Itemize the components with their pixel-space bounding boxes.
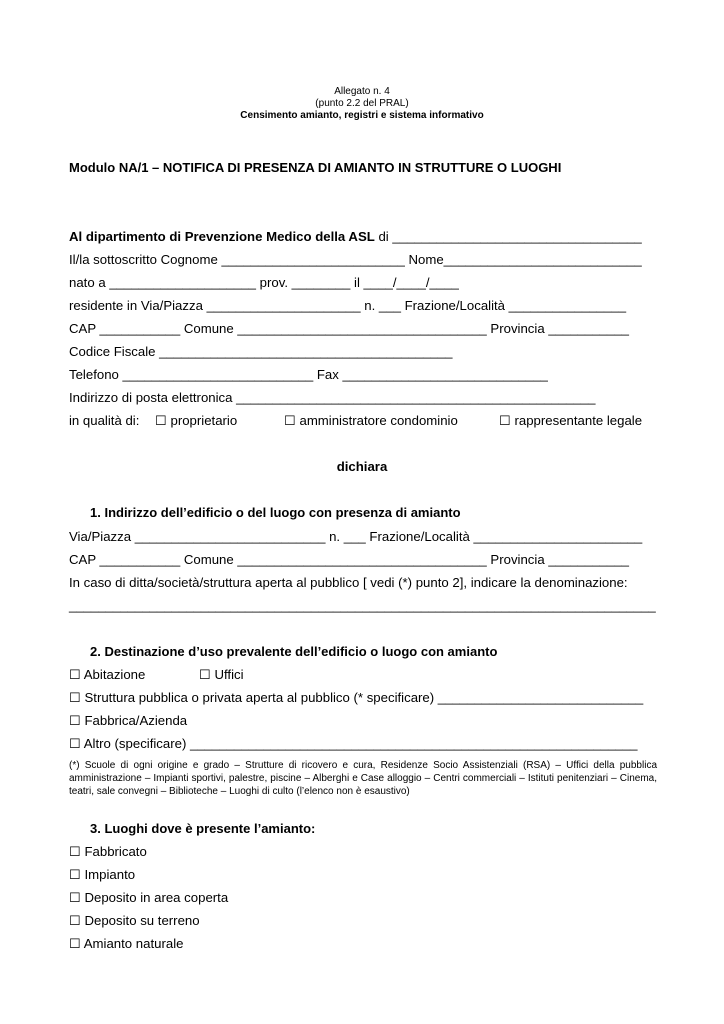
section1-cap-field[interactable]: CAP ___________ Comune __________________________________ Provincia ___________ bbox=[69, 552, 629, 567]
dichiara-heading: dichiara bbox=[336, 459, 388, 474]
section1-via-field[interactable]: Via/Piazza __________________________ n. ___ Frazione/Località _______________________ bbox=[69, 529, 643, 544]
cognome-nome-field[interactable]: Il/la sottoscritto Cognome _________________________ Nome___________________________ bbox=[69, 252, 642, 267]
codice-fiscale-field[interactable]: Codice Fiscale ________________________________________ bbox=[69, 344, 453, 359]
asl-field[interactable]: di __________________________________ bbox=[374, 229, 642, 244]
section3-heading: 3. Luoghi dove è presente l’amianto: bbox=[90, 821, 316, 836]
residenza-field[interactable]: residente in Via/Piazza _____________________ n. ___ Frazione/Località ________________ bbox=[69, 298, 627, 313]
section1-ditta-label: In caso di ditta/società/struttura aperta al pubblico [ vedi (*) punto 2], indicare la denominazione: bbox=[69, 575, 628, 590]
qualita-rappresentante-checkbox[interactable]: ☐ rappresentante legale bbox=[499, 413, 643, 428]
header-allegato: Allegato n. 4 bbox=[334, 86, 390, 97]
fabbricato-checkbox[interactable]: ☐ Fabbricato bbox=[69, 844, 147, 859]
struttura-checkbox[interactable]: ☐ Struttura pubblica o privata aperta al pubblico (* specificare) ____________________________ bbox=[69, 690, 644, 705]
section1-denominazione-field[interactable]: ________________________________________________________________________________ bbox=[69, 598, 656, 613]
amianto-naturale-checkbox[interactable]: ☐ Amianto naturale bbox=[69, 936, 184, 951]
deposito-terreno-checkbox[interactable]: ☐ Deposito su terreno bbox=[69, 913, 200, 928]
cap-comune-field[interactable]: CAP ___________ Comune __________________________________ Provincia ___________ bbox=[69, 321, 629, 336]
deposito-coperta-checkbox[interactable]: ☐ Deposito in area coperta bbox=[69, 890, 229, 905]
impianto-checkbox[interactable]: ☐ Impianto bbox=[69, 867, 136, 882]
qualita-proprietario-checkbox[interactable]: ☐ proprietario bbox=[155, 413, 238, 428]
header-punto: (punto 2.2 del PRAL) bbox=[315, 98, 409, 109]
qualita-label: in qualità di: bbox=[69, 413, 140, 428]
telefono-fax-field[interactable]: Telefono __________________________ Fax ____________________________ bbox=[69, 367, 548, 382]
page-title: Modulo NA/1 – NOTIFICA DI PRESENZA DI AMIANTO IN STRUTTURE O LUOGHI bbox=[69, 160, 562, 175]
altro-checkbox[interactable]: ☐ Altro (specificare) _____________________________________________________________ bbox=[69, 736, 638, 751]
abitazione-checkbox[interactable]: ☐ Abitazione bbox=[69, 667, 146, 682]
section2-footnote: (*) Scuole di ogni origine e grado – Strutture di ricovero e cura, Residenze Socio Assistenziali (RSA) – Uffici della pubblica amministrazione – Impianti sportivi, palestre, piscine – Alberghi e Case alloggio – Centri commerciali – Istituti penitenziari – Cinema, teatri, sale convegni – Biblioteche – Luoghi di culto (l’elenco non è esaustivo) bbox=[69, 760, 657, 797]
header-subtitle: Censimento amianto, registri e sistema informativo bbox=[240, 110, 484, 121]
qualita-amministratore-checkbox[interactable]: ☐ amministratore condominio bbox=[284, 413, 458, 428]
email-field[interactable]: Indirizzo di posta elettronica _________________________________________________ bbox=[69, 390, 596, 405]
section1-heading: 1. Indirizzo dell’edificio o del luogo con presenza di amianto bbox=[90, 505, 461, 520]
asl-line bbox=[69, 229, 642, 245]
asl-label: Al dipartimento di Prevenzione Medico della ASL bbox=[69, 229, 375, 244]
uffici-checkbox[interactable]: ☐ Uffici bbox=[199, 667, 244, 682]
section2-heading: 2. Destinazione d’uso prevalente dell’edificio o luogo con amianto bbox=[90, 644, 498, 659]
fabbrica-checkbox[interactable]: ☐ Fabbrica/Azienda bbox=[69, 713, 188, 728]
nascita-field[interactable]: nato a ____________________ prov. ________ il ____/____/____ bbox=[69, 275, 459, 290]
